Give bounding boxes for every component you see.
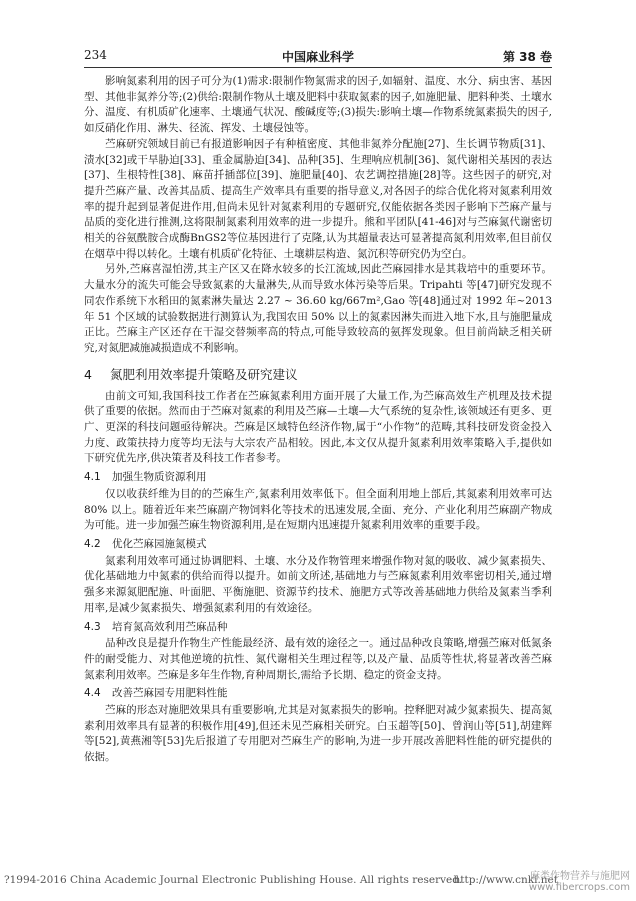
subsection-heading: 4.4 改善苎麻园专用肥料性能 bbox=[84, 687, 228, 700]
copyright-text: ?1994-2016 China Academic Journal Electronic Publishing House. All rights reserved. bbox=[4, 874, 463, 886]
cnki-link[interactable]: http://www.cnki.net bbox=[453, 874, 558, 886]
section-number: 4 bbox=[84, 366, 92, 382]
article-body bbox=[84, 74, 552, 766]
section-heading bbox=[84, 365, 552, 383]
paragraph-factors: 影响氮素利用的因子可分为(1)需求:限制作物氮需求的因子,如辐射、温度、水分、病虫害、基因型、其他非氮养分等;(2)供给:限制作物从土壤及肥料中获取氮素的因子,如施肥量、肥料种类、土壤水分、温度、有机质矿化速率、土壤通气状况、酸碱度等;(3)损失:影响土壤—作物系统氮素损失的因子,如反硝化作用、淋失、径流、挥发、土壤侵蚀等。 bbox=[84, 75, 552, 135]
header-rule bbox=[84, 67, 552, 68]
journal-title: 中国麻业科学 bbox=[281, 50, 354, 64]
paragraph-intro: 由前文可知,我国科技工作者在苎麻氮素利用方面开展了大量工作,为苎麻高效生产机理及技术提供了重要的依据。然而由于苎麻对氮素的利用及苎麻—土壤—大气系统的复杂性,该领域还有更多、更广、更深的科技问题亟待解决。苎麻是区域特色经济作物,属于“小作物”的范畴,其科技研发资金投入力度、政策扶持力度等均无法与大宗农产品相较。因此,本文仅从提升氮素利用效率策略入手,提供如下研究优先序,供决策者及科技工作者参考。 bbox=[84, 389, 552, 465]
page-number: 234 bbox=[84, 48, 107, 62]
watermark-cn: 麻类作物营养与施肥网 bbox=[530, 871, 630, 882]
paragraph-biomass: 仅以收获纤维为目的的苎麻生产,氮素利用效率低下。但全面利用地上部后,其氮素利用效率可达 80% 以上。随着近年来苎麻副产物饲料化等技术的迅速发展,全面、充分、产业化利用苎麻副产物成为可能。进一步加强苎麻生物资源利用,是在短期内迅速提升氮素利用效率的重要手段。 bbox=[84, 487, 552, 532]
volume-label: 第 38 卷 bbox=[502, 50, 552, 64]
paragraph-breeding: 品种改良是提升作物生产性能最经济、最有效的途径之一。通过品种改良策略,增强苎麻对低氮条件的耐受能力、对其他逆境的抗性、氮代谢相关生理过程等,以及产量、品质等性状,将显著改善苎麻氮素利用效率。苎麻是多年生作物,育种周期长,需给予长期、稳定的资金支持。 bbox=[84, 637, 552, 681]
subsection-heading: 4.2 优化苎麻园施氮模式 bbox=[84, 537, 207, 550]
page-footer bbox=[4, 871, 632, 893]
page-header bbox=[84, 48, 552, 68]
paragraph-fertilization: 氮素利用效率可通过协调肥料、土壤、水分及作物管理来增强作物对氮的吸收、减少氮素损失、优化基础地力中氮素的供给而得以提升。如前文所述,基础地力与苎麻氮素利用效率密切相关,通过增强多来源氮肥配施、叶面肥、平衡施肥、资源节约技术、施肥方式等改善基础地力供给及氮素当季利用率,是减少氮素损失、增强氮素利用的有效途径。 bbox=[84, 554, 552, 614]
paragraph-leaching: 另外,苎麻喜湿怕涝,其主产区又在降水较多的长江流域,因此苎麻园排水是其栽培中的重要环节。大量水分的流失可能会导致氮素的大量淋失,从而导致水体污染等后果。Tripahti 等[47]研究发现不同农作系统下水稻田的氮素淋失量达 2.27 ~ 36.60 kg/667m²,Gao 等[48]通过对 1992 年~2013 年 51 个区域的试验数据进行测算认为,我国农田 50% 以上的氮素因淋失而进入地下水,且与施肥量成正比。苎麻主产区还存在干湿交替频率高的特点,可能导致较高的氨挥发现象。但目前尚缺乏相关研究,对氮肥减施减损造成不利影响。 bbox=[84, 263, 552, 354]
paragraph-ramie-research: 苎麻研究领域目前已有报道影响因子有种植密度、其他非氮养分配施[27]、生长调节物质[31]、渍水[32]或干旱胁迫[33]、重金属胁迫[34]、品种[35]、生理响应机制[36]、氮代谢相关基因的表达[37]、生根特性[38]、麻苗扦插部位[39]、施肥量[40]、农艺调控措施[28]等。这些因子的研究,对提升苎麻产量、改善其品质、提高生产效率具有重要的指导意义,对各因子的综合优化将对氮素利用效率的提升起到显著促进作用,但尚未见针对氮素利用的专题研究,仅能依据各类因子影响下苎麻产量与品质的变化进行推测,这将限制氮素利用效率的进一步提升。熊和平团队[41-46]对与苎麻氮代谢密切相关的谷氨酰胺合成酶BnGS2等位基因进行了克隆,认为其超量表达可显著提高氮利用效率,但目前仅在烟草中得以转化。土壤有机质矿化特征、土壤耕层构造、氮沉积等研究仍为空白。 bbox=[84, 137, 552, 260]
section-title: 氮肥利用效率提升策略及研究建议 bbox=[110, 366, 298, 382]
watermark-en: www.fibercrops.com bbox=[528, 882, 630, 893]
paragraph-special-fertilizer: 苎麻的形态对施肥效果具有重要影响,尤其是对氮素损失的影响。控释肥对减少氮素损失、提高氮素利用效率具有显著的积极作用[49],但还未见苎麻相关研究。白玉超等[50]、曾润山等[51],胡建辉等[52],黄燕湘等[53]先后报道了专用肥对苎麻生产的影响,为进一步开展改善肥料性能的研究提供的依据。 bbox=[84, 704, 552, 764]
watermark bbox=[529, 871, 630, 893]
subsection-heading: 4.3 培育氮高效利用苎麻品种 bbox=[84, 620, 228, 633]
subsection-heading: 4.1 加强生物质资源利用 bbox=[84, 471, 207, 484]
